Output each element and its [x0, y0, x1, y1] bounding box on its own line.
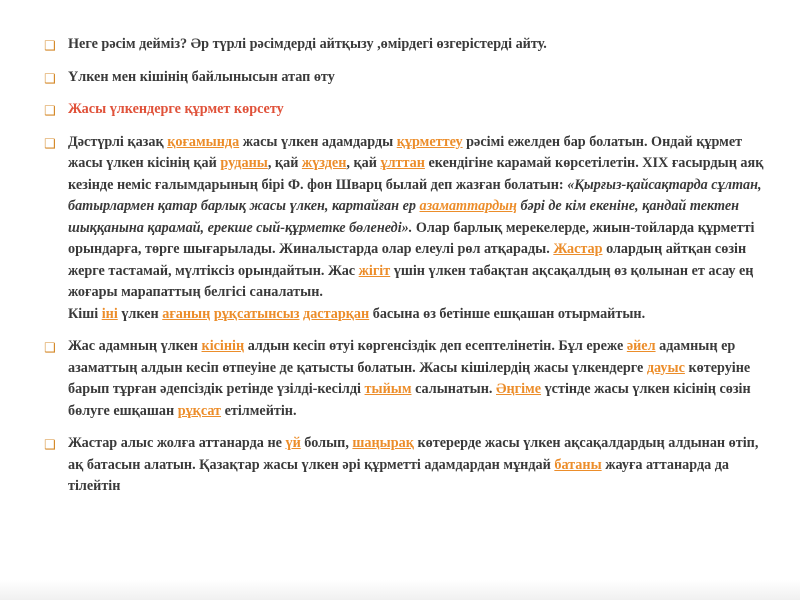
bullet-item-4	[44, 132, 764, 326]
link-kisinin[interactable]: кісінің	[201, 338, 245, 354]
paragraph-4	[68, 134, 764, 326]
text: салынатын.	[411, 381, 497, 397]
link-ini[interactable]: іні	[101, 305, 118, 322]
link-ael[interactable]: әйел	[626, 338, 656, 354]
text: адамның ер азаматтың алдын кесіп өтпеуіне де қатысты болатын. Жасы кішілердің жасы үлкендерге	[68, 338, 736, 376]
link-ui[interactable]: үй	[285, 435, 301, 451]
link-qogamynda[interactable]: қоғамында	[167, 133, 240, 150]
text: үстінде жасы үлкен кісінің сөзін бөлуге ешқашан	[68, 381, 751, 419]
text: , қай	[346, 155, 381, 171]
text: жауға аттанарда да тілейтін	[68, 456, 730, 494]
quote-text: бәрі де кім екеніне, қандай тектен шыққанына қарамай, ерекше сый-құрметке бөленеді».	[68, 198, 740, 236]
bullet-text: Үлкен мен кішінің байлынысын атап өту	[68, 68, 335, 85]
link-shanyraq[interactable]: шаңырақ	[352, 435, 414, 451]
link-zhastar[interactable]: Жастар	[553, 241, 603, 257]
text: болып,	[300, 435, 353, 451]
bullet-marker-icon: ❑	[44, 341, 56, 356]
slide-bottom-shade	[0, 580, 800, 600]
text: басына өз бетінше ешқашан отырмайтын.	[369, 305, 646, 322]
text: Жастар алыс жолға аттанарда не	[68, 435, 286, 451]
link-ruqsatynsyz[interactable]: рұқсатынсыз	[213, 305, 300, 322]
bullet-list	[44, 34, 764, 509]
text: Кіші	[68, 305, 102, 322]
link-dastarqan[interactable]: дастарқан	[303, 305, 370, 322]
text: алдын кесіп өтуі көргенсіздік деп есептелінетін. Бұл ереже	[244, 338, 627, 354]
text: үлкен	[117, 305, 163, 322]
link-zhuzden[interactable]: жүзден	[301, 155, 347, 171]
link-ulttan[interactable]: ұлттан	[380, 155, 425, 171]
bullet-marker-icon: ❑	[44, 136, 56, 152]
bullet-text-highlight: Жасы үлкендерге құрмет көрсету	[68, 101, 284, 117]
text: көтерерде жасы үлкен ақсақалдардың алдынан өтіп, ақ батасын алатын. Қазақтар жасы үлкен әрі құрметті адамдардан мұндай	[68, 435, 759, 473]
link-azamattardyn[interactable]: азаматтардың	[419, 198, 517, 214]
bullet-item-6	[44, 433, 764, 498]
text: екендігіне карамай көрсетілетін. XIX ғасырдың аяқ кезінде неміс ғалымдарының бірі Ф. фон Шварц былай деп жазған болатын:	[68, 155, 764, 193]
bullet-marker-icon: ❑	[44, 71, 56, 87]
link-dauys[interactable]: дауыс	[646, 359, 685, 376]
text: жасы үлкен адамдарды	[239, 133, 397, 150]
bullet-item-2	[44, 67, 764, 89]
text: Дәстүрлі қазақ	[68, 133, 168, 150]
text: үшін үлкен табақтан ақсақалдың өз қолынан ет асау ең жоғары марапаттың белгісі саналатын.	[68, 262, 754, 300]
text: Олар барлық мерекелерде, жиын-тойларда құрметті орындарға, төрге шығарылады. Жиналыстарда олар елеулі рөл атқарады.	[68, 219, 755, 257]
bullet-item-3	[44, 99, 764, 121]
text: , қай	[267, 155, 302, 171]
link-tyiym[interactable]: тыйым	[364, 381, 412, 397]
link-rudany[interactable]: руданы	[220, 155, 268, 171]
link-zhigit[interactable]: жігіт	[358, 262, 391, 279]
paragraph-4-line2	[68, 304, 764, 326]
text: рәсімі ежелден бар болатын. Ондай құрмет жасы үлкен кісінің қай	[68, 133, 743, 171]
quote-text: «Қырғыз-қайсақтарда сұлтан, батырлармен қатар барлық жасы үлкен, картайған ер	[68, 176, 762, 214]
bullet-item-5	[44, 336, 764, 422]
text: етілмейтін.	[221, 402, 297, 419]
text: көтеруіне барып тұрған әдепсіздік ретінде үзілді-кесілді	[68, 359, 751, 397]
link-batany[interactable]: батаны	[554, 456, 602, 473]
paragraph-5	[68, 338, 751, 419]
link-angime[interactable]: Әңгіме	[496, 381, 542, 397]
bullet-marker-icon: ❑	[44, 39, 56, 54]
bullet-item-1	[44, 34, 764, 56]
link-aganyn[interactable]: ағаның	[162, 305, 211, 322]
paragraph-6	[68, 435, 758, 494]
text: олардың айтқан сөзін жерге тастамай, мүлтіксіз орындайтын. Жас	[68, 241, 747, 279]
bullet-text: Неге рәсім дейміз? Әр түрлі рәсімдерді айтқызу ,өмірдегі өзгерістерді айту.	[68, 36, 547, 52]
link-qurmetteu[interactable]: құрметтеу	[396, 133, 463, 150]
bullet-marker-icon: ❑	[44, 104, 56, 119]
bullet-marker-icon: ❑	[44, 438, 56, 453]
link-ruqsat[interactable]: рұқсат	[177, 402, 222, 419]
text: Жас адамның үлкен	[68, 338, 202, 354]
